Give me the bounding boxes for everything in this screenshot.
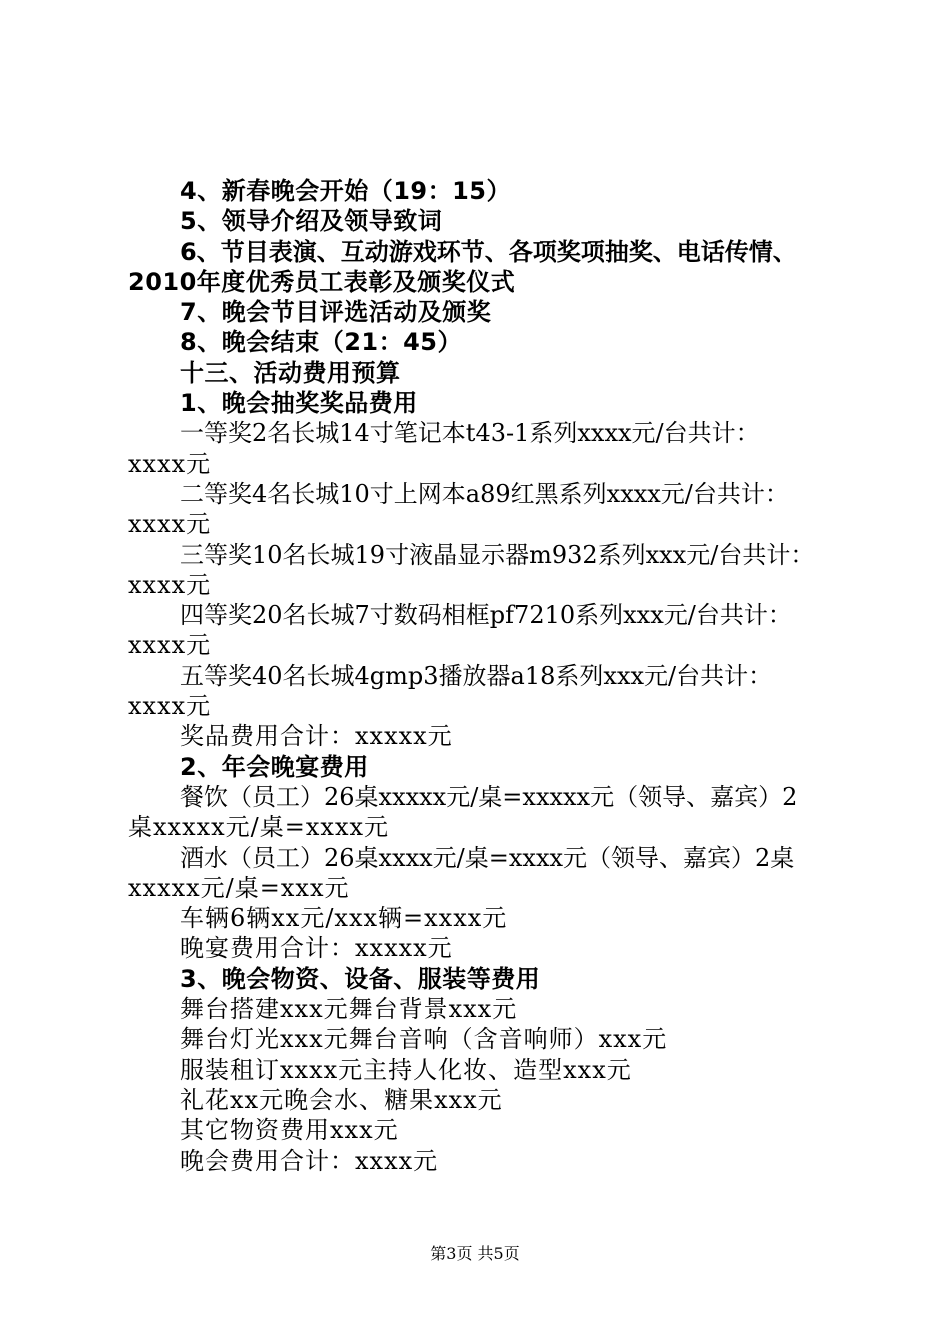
schedule-item-4: 4、新春晚会开始（19：15） (180, 177, 511, 205)
prize-first: 一等奖2名长城14寸笔记本t43-1系列xxxx元/台共计： (180, 419, 760, 448)
schedule-item-6-continued: 2010年度优秀员工表彰及颁奖仪式 (128, 267, 516, 296)
prize-fifth-total: xxxx元 (128, 692, 212, 721)
schedule-item-5: 5、领导介绍及领导致词 (180, 207, 443, 236)
section-heading-budget: 十三、活动费用预算 (180, 358, 401, 387)
schedule-item-7: 7、晚会节目评选活动及颁奖 (180, 298, 492, 327)
banquet-drinks: 酒水（员工）26桌xxxx元/桌=xxxx元（领导、嘉宾）2桌 (180, 843, 795, 872)
document-body (128, 176, 848, 1176)
subsection-heading-banquet: 2、年会晚宴费用 (180, 752, 369, 781)
materials-costume-rental: 服装租订xxxx元主持人化妆、造型xxx元 (180, 1055, 632, 1084)
materials-stage-lighting: 舞台灯光xxx元舞台音响（含音响师）xxx元 (180, 1025, 668, 1054)
subsection-heading-materials: 3、晚会物资、设备、服装等费用 (180, 964, 541, 993)
prize-third-total: xxxx元 (128, 570, 212, 599)
banquet-cost-total: 晚宴费用合计：xxxxx元 (180, 934, 453, 963)
banquet-vehicles: 车辆6辆xx元/xxx辆=xxxx元 (180, 904, 508, 933)
banquet-catering: 餐饮（员工）26桌xxxxx元/桌=xxxxx元（领导、嘉宾）2 (180, 782, 798, 811)
prize-second-total: xxxx元 (128, 510, 212, 539)
schedule-item-6: 6、节目表演、互动游戏环节、各项奖项抽奖、电话传情、 (180, 237, 797, 266)
prize-third: 三等奖10名长城19寸液晶显示器m932系列xxx元/台共计： (180, 540, 815, 569)
materials-fireworks: 礼花xx元晚会水、糖果xxx元 (180, 1085, 503, 1114)
materials-other: 其它物资费用xxx元 (180, 1116, 399, 1145)
materials-stage-build: 舞台搭建xxx元舞台背景xxx元 (180, 995, 518, 1024)
subsection-heading-prizes: 1、晚会抽奖奖品费用 (180, 389, 418, 418)
prize-fourth: 四等奖20名长城7寸数码相框pf7210系列xxx元/台共计： (180, 601, 792, 630)
banquet-catering-continued: 桌xxxxx元/桌=xxxx元 (128, 813, 390, 842)
event-cost-total: 晚会费用合计：xxxx元 (180, 1146, 439, 1175)
prize-cost-total: 奖品费用合计：xxxxx元 (180, 722, 453, 751)
prize-fifth: 五等奖40名长城4gmp3播放器a18系列xxx元/台共计： (180, 661, 773, 690)
prize-first-total: xxxx元 (128, 449, 212, 478)
page-number-footer: 第3页 共5页 (430, 1244, 520, 1263)
banquet-drinks-continued: xxxxx元/桌=xxx元 (128, 873, 350, 902)
prize-second: 二等奖4名长城10寸上网本a89红黑系列xxxx元/台共计： (180, 479, 789, 508)
schedule-item-8: 8、晚会结束（21：45） (180, 328, 462, 357)
prize-fourth-total: xxxx元 (128, 631, 212, 660)
